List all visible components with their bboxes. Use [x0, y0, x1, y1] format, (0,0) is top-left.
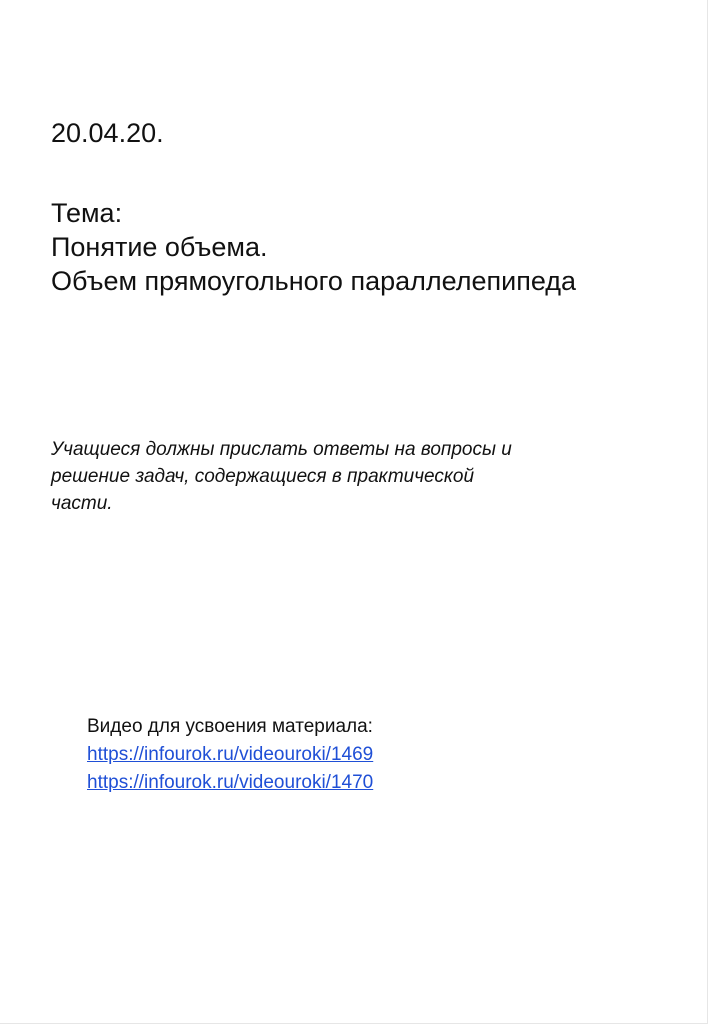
topic-line-1: Понятие объема. [51, 232, 268, 262]
video-label: Видео для усвоения материала: [87, 716, 373, 737]
video-link-1469[interactable]: https://infourok.ru/videouroki/1469 [87, 744, 374, 765]
instructions-line-1: Учащиеся должны прислать ответы на вопросы и [51, 439, 512, 460]
video-block [87, 713, 373, 797]
topic-block [51, 196, 576, 298]
topic-label: Тема: [51, 198, 123, 228]
instructions-line-2: решение задач, содержащиеся в практической [51, 466, 475, 487]
lesson-date: 20.04.20. [51, 118, 164, 148]
video-link-1470[interactable]: https://infourok.ru/videouroki/1470 [87, 772, 374, 793]
topic-line-2: Объем прямоугольного параллелепипеда [51, 266, 577, 296]
instructions-line-3: части. [51, 493, 113, 514]
instructions-block [51, 436, 611, 517]
